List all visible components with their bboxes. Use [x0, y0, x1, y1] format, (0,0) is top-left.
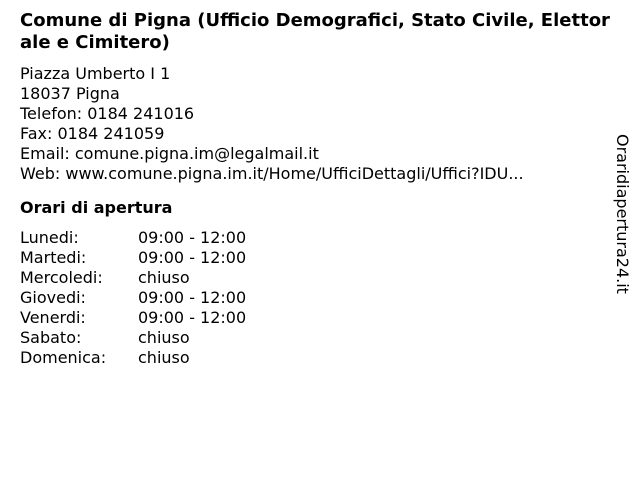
day-label: Venerdi: — [20, 308, 86, 327]
office-card — [20, 10, 610, 368]
city-line: 18037 Pigna — [20, 84, 120, 103]
day-label: Lunedi: — [20, 228, 79, 247]
address-block — [20, 64, 610, 184]
day-label: Sabato: — [20, 328, 82, 347]
time-value: 09:00 - 12:00 — [138, 228, 247, 247]
street-line: Piazza Umberto I 1 — [20, 64, 171, 83]
hours-row-saturday — [20, 328, 610, 348]
time-value: 09:00 - 12:00 — [138, 288, 247, 307]
time-value: chiuso — [138, 348, 190, 367]
site-brand-vertical: Oraridiapertura24.it — [613, 134, 632, 294]
time-value: 09:00 - 12:00 — [138, 308, 247, 327]
office-title: Comune di Pigna (Ufficio Demografici, Stato Civile, Elettorale e Cimitero) — [20, 10, 610, 53]
opening-hours-heading: Orari di apertura — [20, 198, 173, 217]
hours-row-thursday — [20, 288, 610, 308]
hours-row-friday — [20, 308, 610, 328]
opening-hours-table — [20, 228, 610, 368]
time-value: chiuso — [138, 268, 190, 287]
fax-line: Fax: 0184 241059 — [20, 124, 165, 143]
day-label: Martedi: — [20, 248, 87, 267]
phone-line: Telefon: 0184 241016 — [20, 104, 195, 123]
time-value: chiuso — [138, 328, 190, 347]
hours-row-sunday — [20, 348, 610, 368]
day-label: Mercoledi: — [20, 268, 103, 287]
time-value: 09:00 - 12:00 — [138, 248, 247, 267]
email-line: Email: comune.pigna.im@legalmail.it — [20, 144, 319, 163]
hours-row-tuesday — [20, 248, 610, 268]
hours-row-monday — [20, 228, 610, 248]
hours-row-wednesday — [20, 268, 610, 288]
web-line: Web: www.comune.pigna.im.it/Home/UfficiDettagli/Uffici?IDU... — [20, 164, 524, 183]
day-label: Giovedi: — [20, 288, 86, 307]
day-label: Domenica: — [20, 348, 107, 367]
